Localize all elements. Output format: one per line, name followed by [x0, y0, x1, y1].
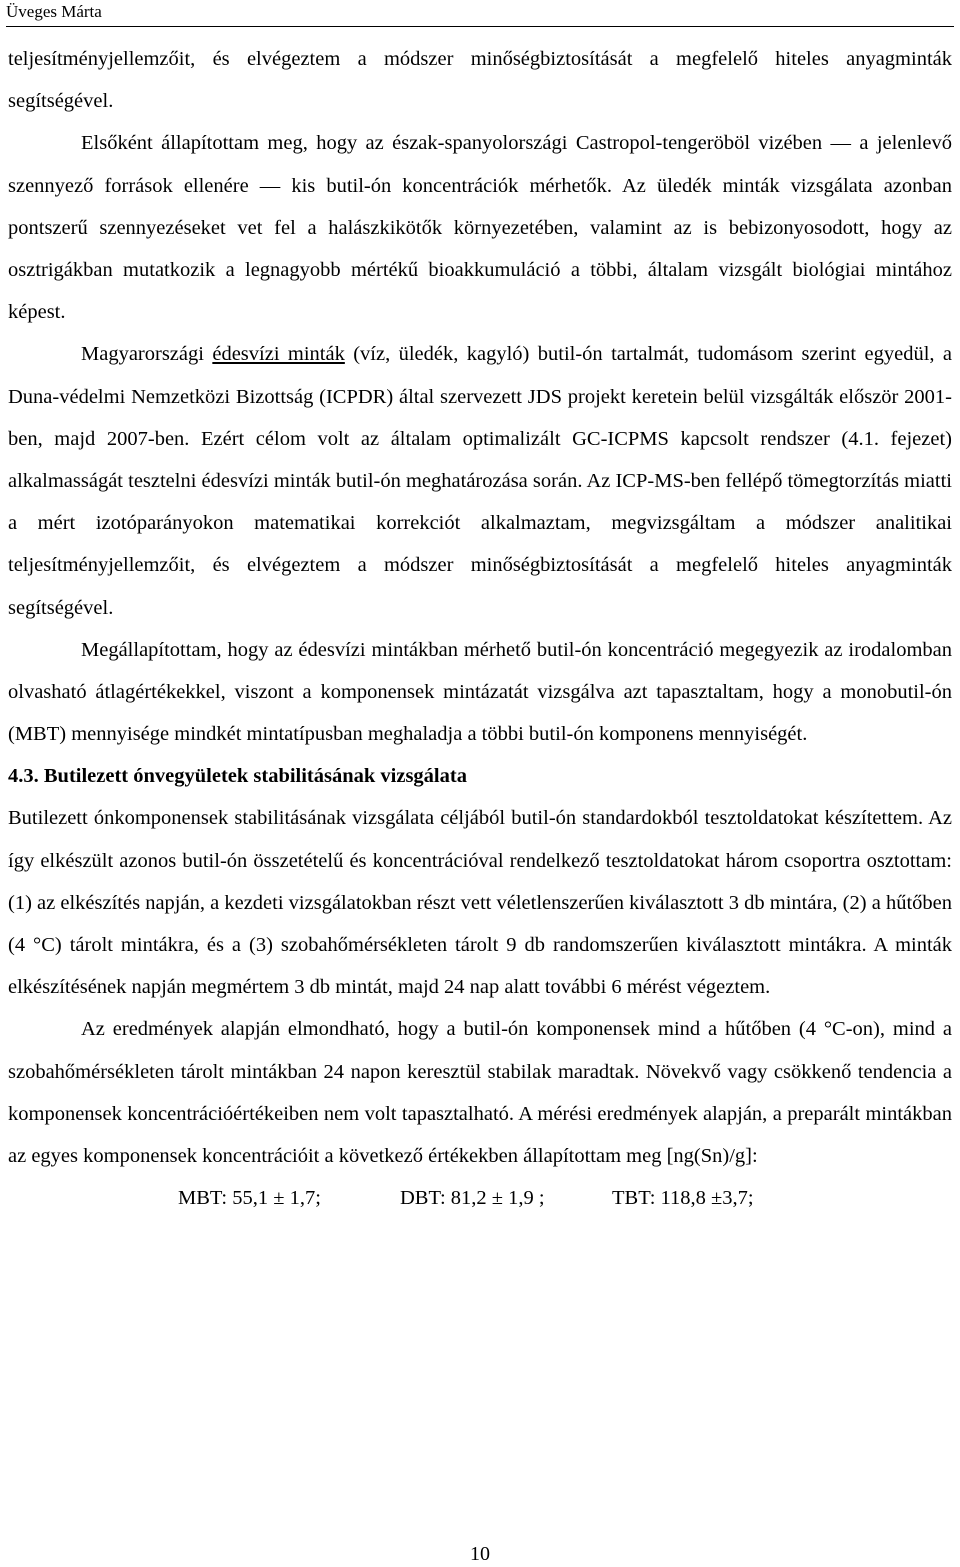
dbt-value: DBT: 81,2 ± 1,9 ; — [400, 1187, 545, 1210]
running-header — [6, 0, 954, 27]
author-name: Üveges Márta — [6, 2, 102, 21]
mbt-value: MBT: 55,1 ± 1,7; — [178, 1187, 321, 1210]
document-body — [8, 38, 952, 1219]
paragraph-freshwater-start: Magyarországi — [81, 343, 213, 366]
paragraph-stability: Butilezett ónkomponensek stabilitásának vizsgálata céljából butil-ón standardokból tesztoldatokat készítettem. Az így elkészült azonos butil-ón összetételű és koncentrációval rendelkező tesztoldatokat három csoportra osztottam: (1) az elkészítés napján, a kezdeti vizsgálatokban részt vett véletlenszerűen kiválasztott 3 db mintára, (2) a hűtőben (4 °C) tárolt mintákra, és a (3) szobahőmérsékleten tárolt 9 db randomszerűen kiválasztott mintákra. A minták elkészítésének napján megmértem 3 db mintát, majd 24 nap alatt további 6 mérést végeztem. — [8, 807, 952, 999]
paragraph-continuation: teljesítményjellemzőit, és elvégeztem a módszer minőségbiztosítását a megfelelő hiteles anyagminták segítségével. — [8, 48, 952, 113]
paragraph-results: Az eredmények alapján elmondható, hogy a butil-ón komponensek mind a hűtőben (4 °C-on), mind a szobahőmérsékleten tárolt mintákban 24 napon keresztül stabilak maradtak. Növekvő vagy csökkenő tendencia a komponensek koncentrációértékeiben nem volt tapasztalható. A mérési eredmények alapján, a preparált mintákban az egyes komponensek koncentrációit a következő értékekben állapítottam meg [ng(Sn)/g]: — [8, 1018, 952, 1168]
page-number: 10 — [470, 1543, 490, 1565]
tbt-value: TBT: 118,8 ±3,7; — [612, 1187, 754, 1210]
section-heading: 4.3. Butilezett ónvegyületek stabilitásának vizsgálata — [8, 765, 467, 788]
paragraph-mbt-finding: Megállapítottam, hogy az édesvízi mintákban mérhető butil-ón koncentráció megegyezik az irodalomban olvasható átlagértékekkel, viszont a komponensek mintázatát vizsgálva azt tapasztaltam, hogy a monobutil-ón (MBT) mennyisége mindkét mintatípusban meghaladja a többi butil-ón komponens mennyiségét. — [8, 638, 952, 746]
paragraph-freshwater — [8, 333, 952, 628]
paragraph-freshwater-rest: (víz, üledék, kagyló) butil-ón tartalmát, tudomásom szerint egyedül, a Duna-védelmi Nemzetközi Bizottság (ICPDR) által szervezett JDS projekt keretein belül vizsgálták először 2001-ben, majd 2007-ben. Ezért célom volt az általam optimalizált GC-ICPMS kapcsolt rendszer (4.1. fejezet) alkalmasságát tesztelni édesvízi minták butil-ón meghatározása során. Az ICP-MS-ben fellépő tömegtorzítás miatti a mért izotóparányokon matematikai korrekciót alkalmaztam, megvizsgáltam a módszer analitikai teljesítményjellemzőit, és elvégeztem a módszer minőségbiztosítását a megfelelő hiteles anyagminták segítségével. — [8, 343, 953, 619]
paragraph-castropol: Elsőként állapítottam meg, hogy az észak-spanyolországi Castropol-tengeröböl vizében — a jelenlevő szennyező források ellenére — kis butil-ón koncentrációk mérhetők. Az üledék minták vizsgálata azonban pontszerű szennyezéseket vet fel a halászkikötők környezetében, valamint az is bebizonyosodott, hogy az osztrigákban mutatkozik a legnagyobb mértékű bioakkumuláció a többi, általam vizsgált biológiai mintához képest. — [8, 132, 952, 324]
underlined-term: édesvízi minták — [212, 343, 345, 366]
concentration-values — [8, 1177, 952, 1219]
